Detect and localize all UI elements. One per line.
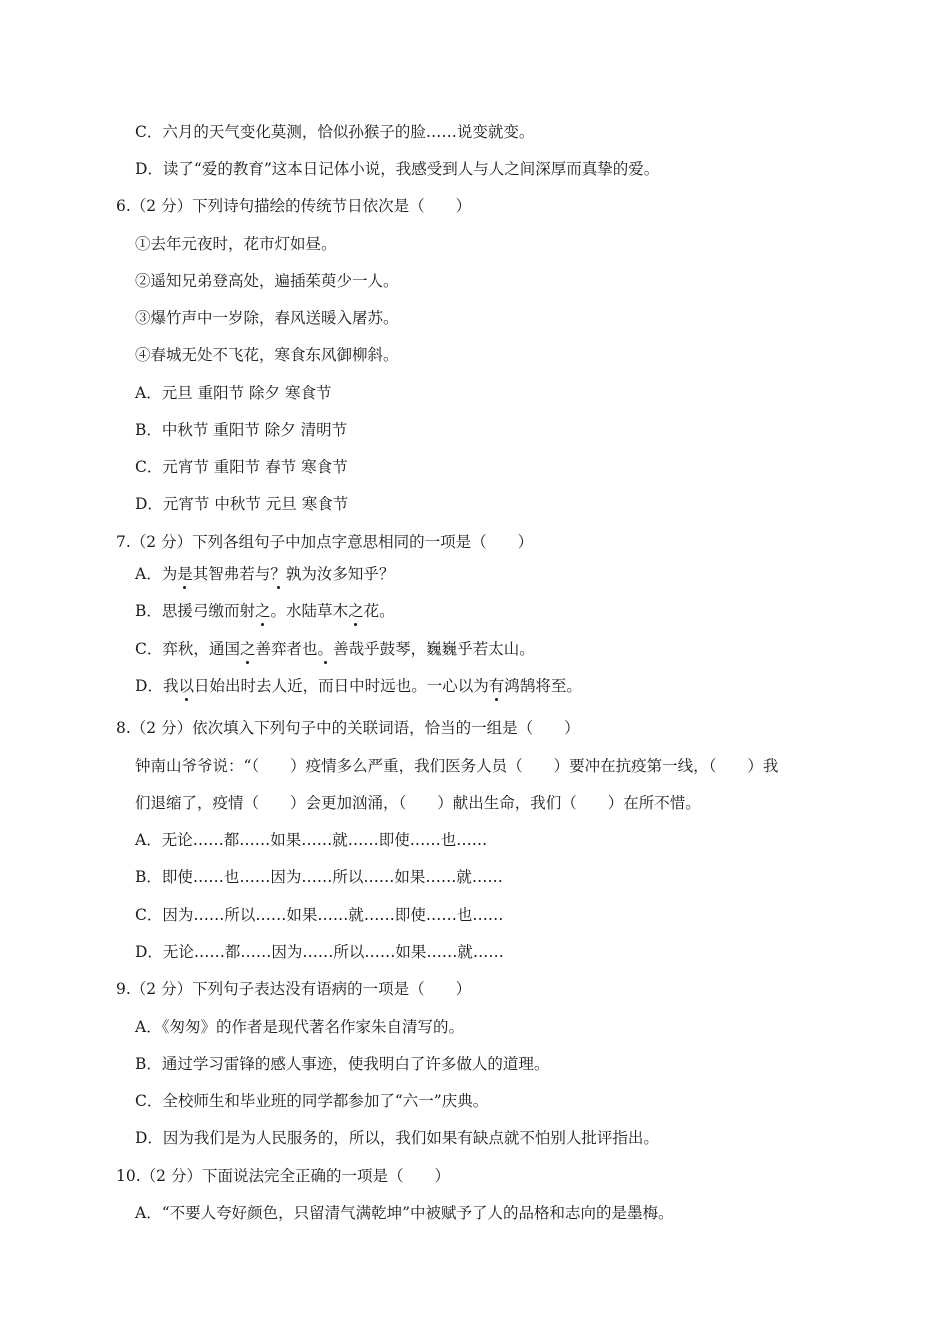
q8-option-a: A．无论……都……如果……就……即使……也…… [135,831,488,849]
q6-option-b: B．中秋节 重阳节 除夕 清明节 [135,421,348,439]
q6-poem-2: ②遥知兄弟登高处，遍插茱萸少一人。 [135,272,399,290]
q6-poem-1: ①去年元夜时，花市灯如昼。 [135,235,337,253]
q8-option-b: B．即使……也……因为……所以……如果……就…… [135,868,503,886]
q6-option-c: C．元宵节 重阳节 春节 寒食节 [135,458,348,476]
q5-option-c: C．六月的天气变化莫测，恰似孙猴子的脸……说变就变。 [135,123,535,141]
emphasis-dot-char: ？ [270,565,286,583]
q8-option-d: D．无论……都……因为……所以……如果……就…… [135,943,504,961]
emphasis-dot-char: 有 [488,677,505,695]
q7-stem: 7.（2 分）下列各组句子中加点字意思相同的一项是（ ） [116,533,534,551]
q6-option-a: A．元旦 重阳节 除夕 寒食节 [135,384,332,402]
q8-stem: 8.（2 分）依次填入下列句子中的关联词语，恰当的一组是（ ） [116,719,580,737]
q9-stem: 9.（2 分）下列句子表达没有语病的一项是（ ） [116,980,472,998]
emphasis-dot-char: 以 [178,677,194,695]
emphasis-dot-char: 之 [348,602,364,620]
emphasis-dot-char: 。 [317,640,334,658]
emphasis-dot-char: 之 [255,602,271,620]
q6-poem-3: ③爆竹声中一岁除，春风送暖入屠苏。 [135,309,399,327]
q5-option-d: D．读了“爱的教育”这本日记体小说，我感受到人与人之间深厚而真挚的爱。 [135,160,660,178]
q7-option-c: C．弈秋，通国之善弈者也。善哉乎鼓琴，巍巍乎若太山。 [135,640,535,658]
q7-option-a: A．为是其智弗若与？孰为汝多知乎？ [135,565,395,583]
q7-option-d: D．我以日始出时去人近，而日中时远也。一心以为有鸿鹄将至。 [135,677,582,695]
q9-option-b: B．通过学习雷锋的感人事迹，使我明白了许多做人的道理。 [135,1055,550,1073]
q7-option-b: B．思援弓缴而射之。水陆草木之花。 [135,602,395,620]
q10-stem: 10.（2 分）下面说法完全正确的一项是（ ） [116,1167,450,1185]
q6-poem-4: ④春城无处不飞花，寒食东风御柳斜。 [135,346,399,364]
q6-stem: 6.（2 分）下列诗句描绘的传统节日依次是（ ） [116,197,472,215]
q8-option-c: C．因为……所以……如果……就……即使……也…… [135,906,504,924]
q8-passage-line-1: 钟南山爷爷说：“（ ）疫情多么严重，我们医务人员（ ）要冲在抗疫第一线，（ ）我 [135,757,779,775]
q9-option-c: C．全校师生和毕业班的同学都参加了“六一”庆典。 [135,1092,489,1110]
q8-passage-line-2: 们退缩了，疫情（ ）会更加汹涌，（ ）献出生命，我们（ ）在所不惜。 [135,794,701,812]
q10-option-a: A．“不要人夸好颜色，只留清气满乾坤”中被赋予了人的品格和志向的是墨梅。 [135,1204,674,1222]
emphasis-dot-char: 之 [239,640,256,658]
q6-option-d: D．元宵节 中秋节 元旦 寒食节 [135,495,349,513]
emphasis-dot-char: 是 [177,565,193,583]
q9-option-a: A．《匆匆》的作者是现代著名作家朱自清写的。 [135,1018,464,1036]
q9-option-d: D．因为我们是为人民服务的，所以，我们如果有缺点就不怕别人批评指出。 [135,1129,659,1147]
